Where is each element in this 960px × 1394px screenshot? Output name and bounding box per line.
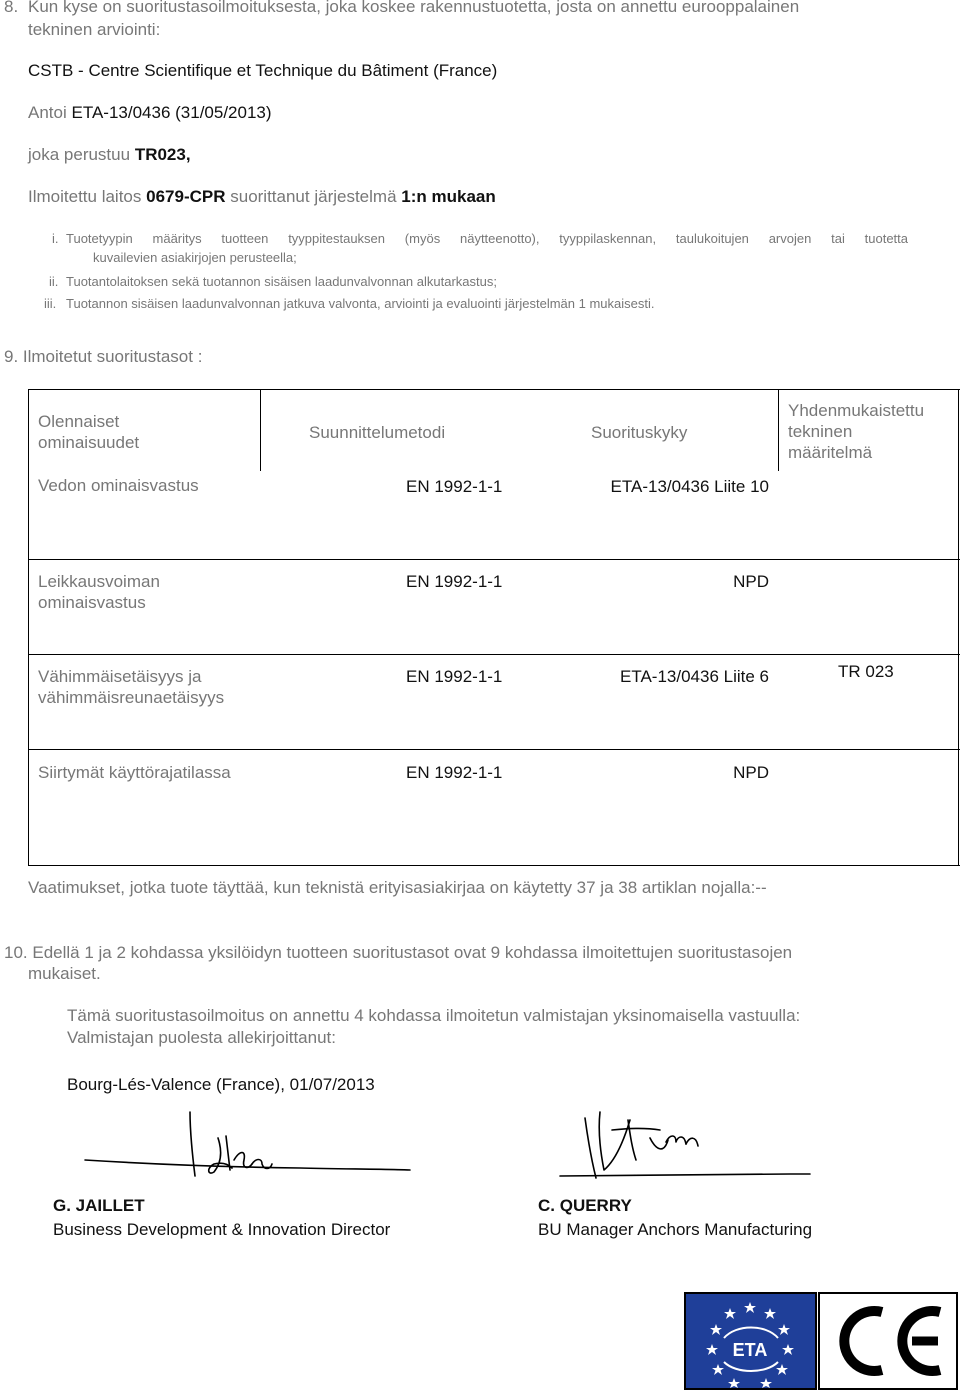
task-i-line1: Tuotetyypin määritys tuotteen tyyppitestauksen (myös näytteenotto), tyyppilaskennan, taulukoitujen arvojen tai tuotetta [66, 231, 908, 246]
responsibility-statement: Tämä suoritustasoilmoitus on annettu 4 kohdassa ilmoitetun valmistajan yksinomaisella vastuulla: [67, 1006, 801, 1025]
based-prefix: joka perustuu [28, 145, 131, 164]
row4-performance: NPD [733, 763, 769, 782]
section8-number: 8. [4, 0, 19, 16]
col-header-characteristic: Olennaiset ominaisuudet [38, 412, 140, 452]
ce-mark-logo [818, 1292, 958, 1390]
issued-prefix: Antoi [28, 103, 67, 122]
row3-performance: ETA-13/0436 Liite 6 [620, 667, 769, 686]
signed-on-behalf: Valmistajan puolesta allekirjoittanut: [67, 1028, 336, 1047]
signatory-1-name: G. JAILLET [53, 1196, 145, 1215]
col-header-performance: Suorituskyky [591, 423, 688, 442]
row2-characteristic: Leikkausvoiman ominaisvastus [38, 572, 160, 612]
row3-method: EN 1992-1-1 [406, 667, 503, 686]
row4-characteristic: Siirtymät käyttörajatilassa [38, 763, 231, 782]
section9-title: 9. Ilmoitetut suoritustasot : [4, 347, 203, 366]
notified-system: 1:n mukaan [401, 187, 496, 206]
section8-line1: Kun kyse on suoritustasoilmoituksesta, joka koskee rakennustuotetta, josta on annettu eurooppalainen [28, 0, 800, 16]
col-header-spec: Yhdenmukaistettu tekninen määritelmä [788, 401, 925, 462]
requirements-note: Vaatimukset, jotka tuote täyttää, kun teknistä erityisasiakirjaa on käytetty 37 ja 38 artiklan nojalla:-- [28, 878, 767, 897]
row2-performance: NPD [733, 572, 769, 591]
task-iii-text: Tuotannon sisäisen laadunvalvonnan jatkuva valvonta, arviointi ja evaluointi järjestelmän 1 mukaisesti. [66, 296, 655, 311]
task-marker-i: i. [52, 231, 59, 246]
row1-performance: ETA-13/0436 Liite 10 [610, 477, 769, 496]
signatory-2-name: C. QUERRY [538, 1196, 632, 1215]
task-ii-text: Tuotantolaitoksen sekä tuotannon sisäisen laadunvalvonnan alkutarkastus; [66, 274, 497, 289]
assessment-body: CSTB - Centre Scientifique et Technique du Bâtiment (France) [28, 61, 498, 80]
based-tr: TR023, [134, 145, 191, 164]
notified-prefix: Ilmoitettu laitos [28, 187, 142, 206]
section8-line2: tekninen arviointi: [28, 20, 161, 39]
row3-characteristic: Vähimmäisetäisyys ja vähimmäisreunaetäisyys [38, 667, 225, 707]
signatory-2-title: BU Manager Anchors Manufacturing [538, 1220, 813, 1239]
harmonised-spec: TR 023 [838, 662, 894, 681]
task-marker-ii: ii. [49, 274, 59, 289]
notified-mid: suorittanut järjestelmä [230, 187, 397, 206]
task-i-line2: kuvailevien asiakirjojen perusteella; [93, 250, 297, 265]
row1-characteristic: Vedon ominaisvastus [38, 476, 199, 495]
row1-method: EN 1992-1-1 [406, 477, 503, 496]
section10-line1: 10. Edellä 1 ja 2 kohdassa yksilöidyn tuotteen suoritustasot ovat 9 kohdassa ilmoitettujen suoritustasojen [4, 943, 793, 962]
signatory-1-title: Business Development & Innovation Director [53, 1220, 391, 1239]
eta-logo [684, 1292, 817, 1390]
eta-logo-text: ETA [732, 1340, 768, 1360]
place-date: Bourg-Lés-Valence (France), 01/07/2013 [67, 1075, 375, 1094]
row4-method: EN 1992-1-1 [406, 763, 503, 782]
section10-line2: mukaiset. [28, 964, 101, 983]
col-header-method: Suunnittelumetodi [309, 423, 446, 442]
task-marker-iii: iii. [44, 296, 57, 311]
notified-body-id: 0679-CPR [146, 187, 226, 206]
issued-eta: ETA-13/0436 (31/05/2013) [71, 103, 272, 122]
row2-method: EN 1992-1-1 [406, 572, 503, 591]
